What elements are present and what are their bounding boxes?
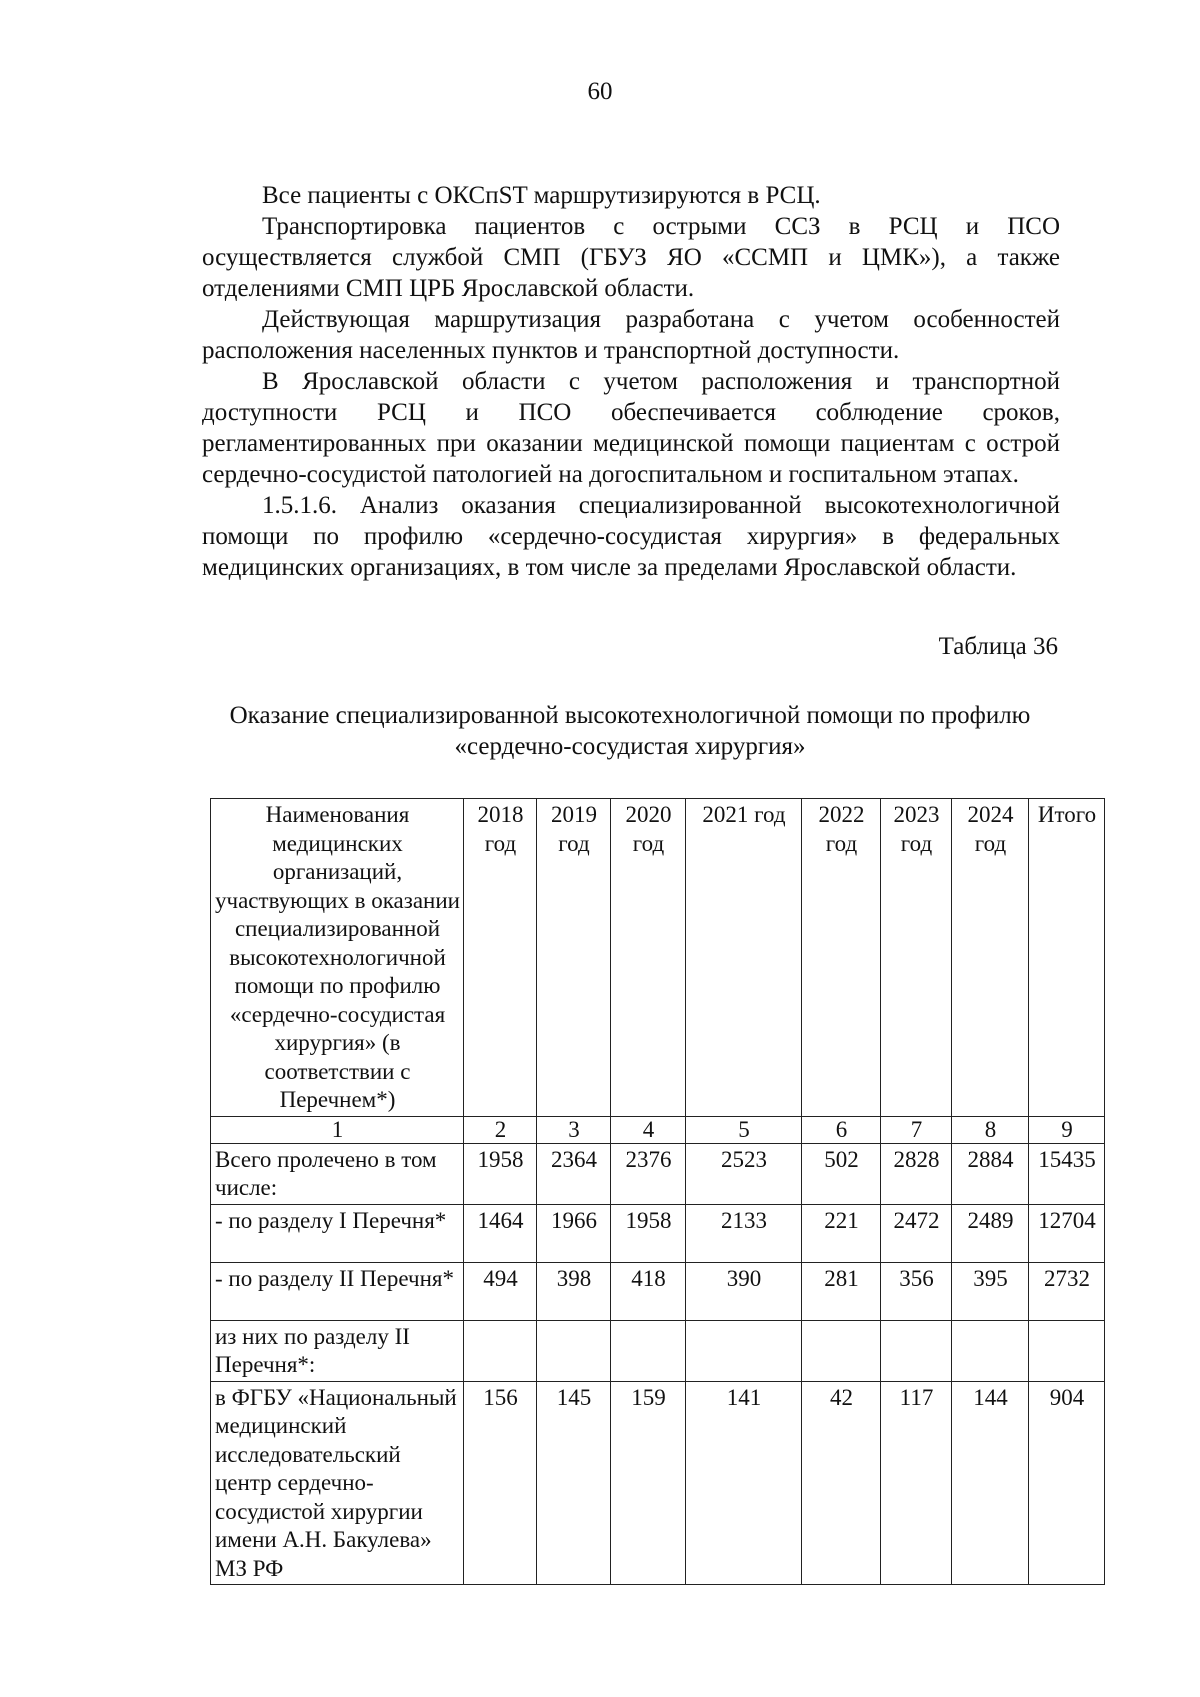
value-cell: 145 (537, 1381, 611, 1585)
value-cell: 1966 (537, 1204, 611, 1262)
value-cell: 2828 (881, 1143, 952, 1204)
column-number: 9 (1029, 1116, 1105, 1143)
paragraph: Транспортировка пациентов с острыми ССЗ в РСЦ и ПСО осуществляется службой СМП (ГБУЗ ЯО «ССМП и ЦМК»), а также отделениями СМП ЦРБ Ярославской области. (202, 213, 1060, 302)
value-cell: 2364 (537, 1143, 611, 1204)
table-row (211, 1381, 1105, 1585)
column-number: 3 (537, 1116, 611, 1143)
value-cell: 144 (952, 1381, 1029, 1585)
paragraph: Действующая маршрутизация разработана с учетом особенностей расположения населенных пунктов и транспортной доступности. (202, 306, 1060, 364)
header-year-cell: 2023 год (881, 799, 952, 1117)
value-cell: 418 (611, 1262, 686, 1320)
table-row (211, 1320, 1105, 1381)
row-label: Всего пролечено в том числе: (211, 1143, 464, 1204)
column-number: 2 (464, 1116, 537, 1143)
table-row (211, 1262, 1105, 1320)
header-year-cell: 2024 год (952, 799, 1029, 1117)
value-cell: 156 (464, 1381, 537, 1585)
value-cell: 398 (537, 1262, 611, 1320)
value-cell: 141 (686, 1381, 802, 1585)
paragraph: В Ярославской области с учетом расположения и транспортной доступности РСЦ и ПСО обеспечивается соблюдение сроков, регламентированных при оказании медицинской помощи пациентам с острой сердечно-сосудистой патологией на догоспитальном и госпитальном этапах. (202, 368, 1060, 488)
value-cell: 2732 (1029, 1262, 1105, 1320)
table-row (211, 1204, 1105, 1262)
value-cell: 502 (802, 1143, 881, 1204)
value-cell: 1958 (611, 1204, 686, 1262)
value-cell: 1464 (464, 1204, 537, 1262)
value-cell (952, 1320, 1029, 1381)
value-cell: 395 (952, 1262, 1029, 1320)
value-cell: 390 (686, 1262, 802, 1320)
table-caption: Оказание специализированной высокотехнологичной помощи по профилю «сердечно-сосудистая хирургия» (229, 702, 1031, 760)
header-org-cell: Наименования медицинских организаций, участвующих в оказании специализированной высокотехнологичной помощи по профилю «сердечно-сосудистая хирургия» (в соответствии с Перечнем*) (211, 799, 464, 1117)
paragraph: 1.5.1.6. Анализ оказания специализированной высокотехнологичной помощи по профилю «сердечно-сосудистая хирургия» в федеральных медицинских организациях, в том числе за пределами Ярославской области. (202, 492, 1060, 581)
column-number: 4 (611, 1116, 686, 1143)
paragraph: Все пациенты с ОКСпST маршрутизируются в РСЦ. (262, 182, 821, 209)
value-cell: 12704 (1029, 1204, 1105, 1262)
header-year-cell: 2021 год (686, 799, 802, 1117)
value-cell: 356 (881, 1262, 952, 1320)
row-label: - по разделу II Перечня* (211, 1262, 464, 1320)
body-text (202, 180, 1060, 583)
value-cell: 1958 (464, 1143, 537, 1204)
value-cell: 2884 (952, 1143, 1029, 1204)
value-cell: 2472 (881, 1204, 952, 1262)
table-label: Таблица 36 (938, 633, 1058, 660)
value-cell: 494 (464, 1262, 537, 1320)
header-year-cell: 2019 год (537, 799, 611, 1117)
value-cell: 2376 (611, 1143, 686, 1204)
value-cell: 2523 (686, 1143, 802, 1204)
value-cell: 904 (1029, 1381, 1105, 1585)
value-cell: 281 (802, 1262, 881, 1320)
column-number: 6 (802, 1116, 881, 1143)
column-number-row (211, 1116, 1105, 1143)
page-number: 60 (587, 78, 613, 105)
value-cell (802, 1320, 881, 1381)
column-number: 1 (211, 1116, 464, 1143)
header-total-cell: Итого (1029, 799, 1105, 1117)
column-number: 7 (881, 1116, 952, 1143)
value-cell: 221 (802, 1204, 881, 1262)
column-number: 5 (686, 1116, 802, 1143)
value-cell (611, 1320, 686, 1381)
value-cell (464, 1320, 537, 1381)
value-cell (881, 1320, 952, 1381)
row-label: в ФГБУ «Национальный медицинский исследовательский центр сердечно-сосудистой хирургии имени А.Н. Бакулева» МЗ РФ (211, 1381, 464, 1585)
value-cell: 117 (881, 1381, 952, 1585)
data-table (210, 798, 1105, 1585)
value-cell: 42 (802, 1381, 881, 1585)
value-cell (1029, 1320, 1105, 1381)
table-row (211, 1143, 1105, 1204)
row-label: из них по разделу II Перечня*: (211, 1320, 464, 1381)
value-cell (537, 1320, 611, 1381)
header-year-cell: 2018 год (464, 799, 537, 1117)
column-number: 8 (952, 1116, 1029, 1143)
value-cell: 2133 (686, 1204, 802, 1262)
value-cell: 2489 (952, 1204, 1029, 1262)
header-year-cell: 2020 год (611, 799, 686, 1117)
row-label: - по разделу I Перечня* (211, 1204, 464, 1262)
header-year-cell: 2022 год (802, 799, 881, 1117)
value-cell: 159 (611, 1381, 686, 1585)
value-cell: 15435 (1029, 1143, 1105, 1204)
header-row (211, 799, 1105, 1117)
value-cell (686, 1320, 802, 1381)
